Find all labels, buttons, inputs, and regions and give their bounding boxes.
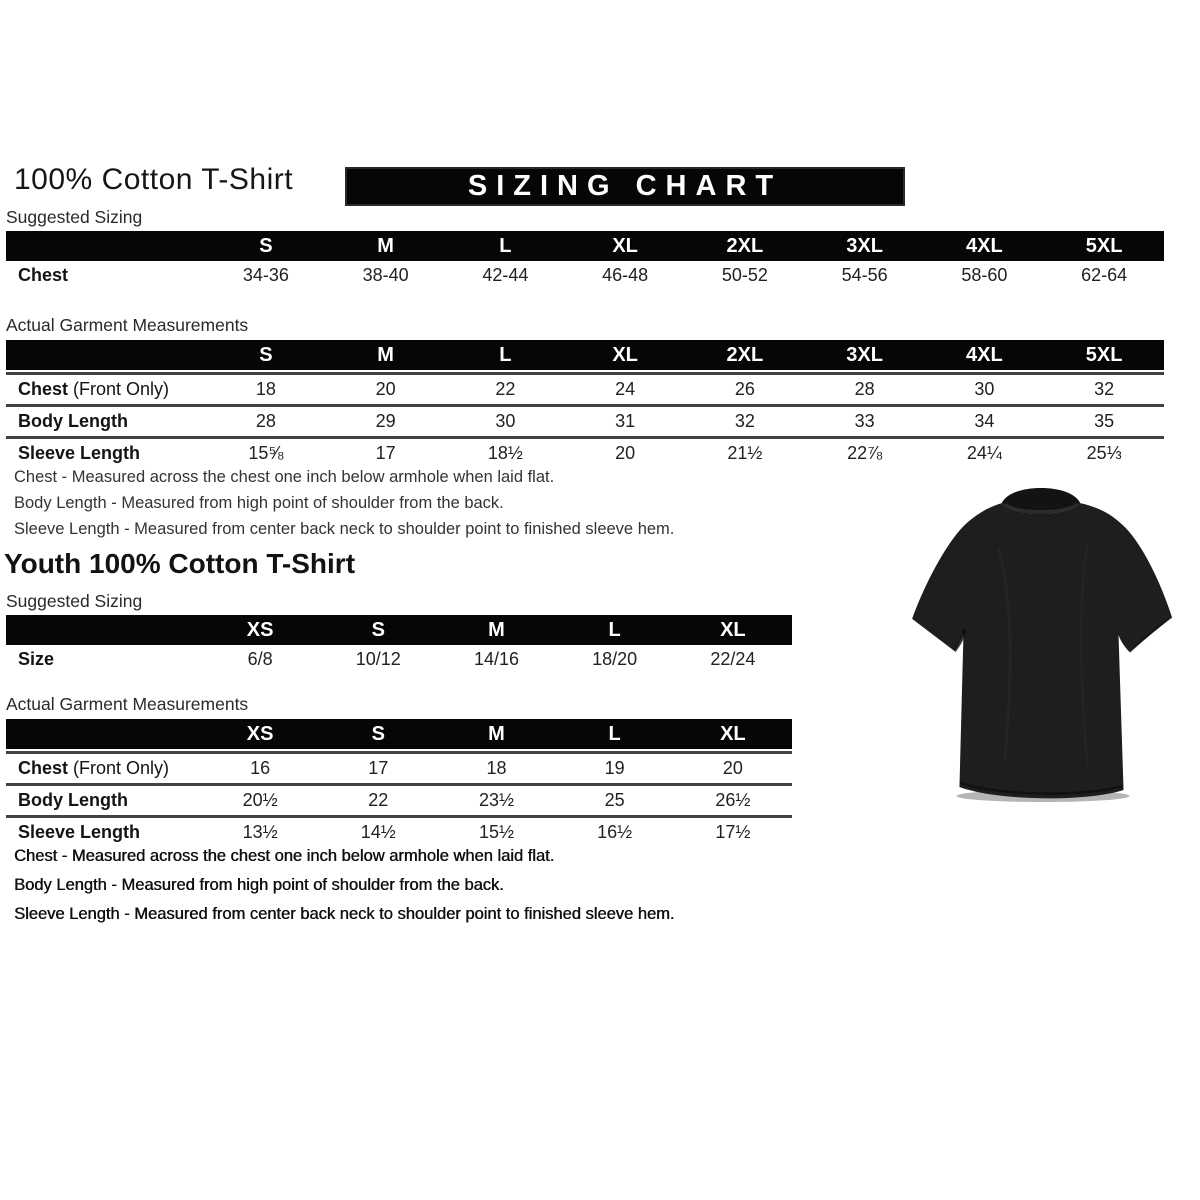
measurement-cell: 17½ bbox=[674, 815, 792, 847]
size-column-header: XL bbox=[674, 719, 792, 751]
adult-actual-measurements-table bbox=[6, 340, 1164, 468]
table-row bbox=[6, 404, 1164, 436]
measurement-cell: 17 bbox=[319, 751, 437, 783]
measurement-cell: 6/8 bbox=[247, 649, 273, 669]
row-label: Chest bbox=[18, 265, 69, 285]
size-column-header: L bbox=[446, 231, 566, 261]
size-column-header: S bbox=[319, 719, 437, 751]
youth-actual-measurements-table bbox=[6, 719, 792, 847]
measurement-cell: 26 bbox=[685, 372, 805, 404]
table-corner-cell bbox=[6, 231, 206, 261]
measurement-cell: 62-64 bbox=[1081, 265, 1128, 285]
size-column-header: S bbox=[206, 231, 326, 261]
t-shirt-body bbox=[912, 503, 1172, 798]
size-column-header: S bbox=[206, 340, 326, 372]
measurement-cell: 31 bbox=[565, 404, 685, 436]
measurement-cell: 18 bbox=[437, 751, 555, 783]
size-column-header: XS bbox=[201, 719, 319, 751]
adult-actual-measurements-label: Actual Garment Measurements bbox=[6, 315, 249, 335]
measurement-cell: 25 bbox=[556, 783, 674, 815]
measurement-cell: 15⅝ bbox=[206, 436, 326, 468]
table-corner-cell bbox=[6, 340, 206, 372]
t-shirt-product-image bbox=[890, 477, 1192, 811]
measurement-cell: 28 bbox=[805, 372, 925, 404]
size-column-header: 2XL bbox=[685, 231, 805, 261]
size-column-header: M bbox=[326, 231, 446, 261]
measurement-cell: 20½ bbox=[201, 783, 319, 815]
measurement-cell: 32 bbox=[1044, 372, 1164, 404]
youth-actual-measurements-label: Actual Garment Measurements bbox=[6, 694, 249, 714]
adult-suggested-sizing-label: Suggested Sizing bbox=[6, 207, 143, 227]
table-row bbox=[6, 751, 792, 783]
measurement-cell: 46-48 bbox=[602, 265, 649, 285]
youth-measurement-notes bbox=[14, 842, 674, 929]
measurement-cell: 20 bbox=[326, 372, 446, 404]
measurement-cell: 24¼ bbox=[925, 436, 1045, 468]
table-row bbox=[6, 645, 792, 674]
measurement-cell: 20 bbox=[565, 436, 685, 468]
size-column-header: 4XL bbox=[925, 340, 1045, 372]
measurement-cell: 38-40 bbox=[362, 265, 409, 285]
measurement-cell: 34-36 bbox=[242, 265, 289, 285]
size-column-header: 5XL bbox=[1044, 340, 1164, 372]
size-column-header: 4XL bbox=[925, 231, 1045, 261]
measurement-cell: 14/16 bbox=[473, 649, 519, 669]
size-column-header: 3XL bbox=[805, 340, 925, 372]
measurement-cell: 22 bbox=[319, 783, 437, 815]
row-label: Body Length bbox=[6, 404, 206, 436]
youth-section-title: Youth 100% Cotton T-Shirt bbox=[4, 548, 356, 579]
measurement-cell: 35 bbox=[1044, 404, 1164, 436]
measurement-cell: 19 bbox=[556, 751, 674, 783]
measurement-cell: 16 bbox=[201, 751, 319, 783]
measurement-cell: 33 bbox=[805, 404, 925, 436]
measurement-cell: 26½ bbox=[674, 783, 792, 815]
size-column-header: 5XL bbox=[1044, 231, 1164, 261]
size-column-header: L bbox=[446, 340, 566, 372]
row-label: Chest (Front Only) bbox=[6, 372, 206, 404]
measurement-cell: 25⅓ bbox=[1044, 436, 1164, 468]
table-row bbox=[6, 372, 1164, 404]
measurement-cell: 10/12 bbox=[355, 649, 401, 669]
row-label: Body Length bbox=[6, 783, 201, 815]
measurement-cell: 34 bbox=[925, 404, 1045, 436]
measurement-cell: 18 bbox=[206, 372, 326, 404]
row-label: Sleeve Length bbox=[6, 436, 206, 468]
measurement-cell: 15½ bbox=[437, 815, 555, 847]
measurement-cell: 22/24 bbox=[710, 649, 756, 669]
table-corner-cell bbox=[6, 719, 201, 751]
table-corner-cell bbox=[6, 615, 201, 645]
row-label: Size bbox=[18, 649, 55, 669]
measurement-cell: 21½ bbox=[685, 436, 805, 468]
size-column-header: M bbox=[437, 719, 555, 751]
size-column-header: M bbox=[326, 340, 446, 372]
table-row bbox=[6, 783, 792, 815]
measurement-cell: 50-52 bbox=[721, 265, 768, 285]
measurement-cell: 23½ bbox=[437, 783, 555, 815]
row-label: Chest (Front Only) bbox=[6, 751, 201, 783]
size-column-header: XL bbox=[565, 231, 685, 261]
measurement-cell: 16½ bbox=[556, 815, 674, 847]
adult-measurement-notes bbox=[14, 464, 674, 542]
measurement-cell: 17 bbox=[326, 436, 446, 468]
size-column-header: XL bbox=[565, 340, 685, 372]
measurement-cell: 18½ bbox=[446, 436, 566, 468]
measurement-cell: 32 bbox=[685, 404, 805, 436]
measurement-cell: 22⅞ bbox=[805, 436, 925, 468]
size-column-header: L bbox=[556, 719, 674, 751]
note-chest: Chest - Measured across the chest one inch below armhole when laid flat. bbox=[14, 847, 555, 865]
adult-suggested-sizing-table bbox=[6, 231, 1164, 290]
measurement-cell: 54-56 bbox=[841, 265, 888, 285]
measurement-cell: 18/20 bbox=[592, 649, 638, 669]
table-row bbox=[6, 261, 1164, 290]
note-chest: Chest - Measured across the chest one inch below armhole when laid flat. bbox=[14, 468, 555, 486]
size-column-header: 2XL bbox=[685, 340, 805, 372]
note-sleeve-length: Sleeve Length - Measured from center back neck to shoulder point to finished sleeve hem. bbox=[14, 520, 675, 538]
measurement-cell: 42-44 bbox=[482, 265, 529, 285]
size-column-header: 3XL bbox=[805, 231, 925, 261]
measurement-cell: 20 bbox=[674, 751, 792, 783]
measurement-cell: 30 bbox=[925, 372, 1045, 404]
measurement-cell: 14½ bbox=[319, 815, 437, 847]
youth-suggested-sizing-table bbox=[6, 615, 792, 674]
size-column-header: M bbox=[437, 615, 555, 645]
measurement-cell: 30 bbox=[446, 404, 566, 436]
note-body-length: Body Length - Measured from high point of shoulder from the back. bbox=[14, 494, 504, 512]
size-column-header: L bbox=[556, 615, 674, 645]
measurement-cell: 13½ bbox=[201, 815, 319, 847]
row-label: Sleeve Length bbox=[6, 815, 201, 847]
measurement-cell: 29 bbox=[326, 404, 446, 436]
youth-suggested-sizing-label: Suggested Sizing bbox=[6, 591, 143, 611]
size-column-header: XS bbox=[201, 615, 319, 645]
measurement-cell: 24 bbox=[565, 372, 685, 404]
note-sleeve-length: Sleeve Length - Measured from center back neck to shoulder point to finished sleeve hem. bbox=[14, 905, 675, 923]
page-title: 100% Cotton T-Shirt bbox=[14, 163, 294, 196]
size-column-header: S bbox=[319, 615, 437, 645]
note-body-length: Body Length - Measured from high point of shoulder from the back. bbox=[14, 876, 504, 894]
size-column-header: XL bbox=[674, 615, 792, 645]
measurement-cell: 58-60 bbox=[961, 265, 1008, 285]
sizing-chart-banner: SIZING CHART bbox=[345, 167, 905, 206]
measurement-cell: 22 bbox=[446, 372, 566, 404]
measurement-cell: 28 bbox=[206, 404, 326, 436]
